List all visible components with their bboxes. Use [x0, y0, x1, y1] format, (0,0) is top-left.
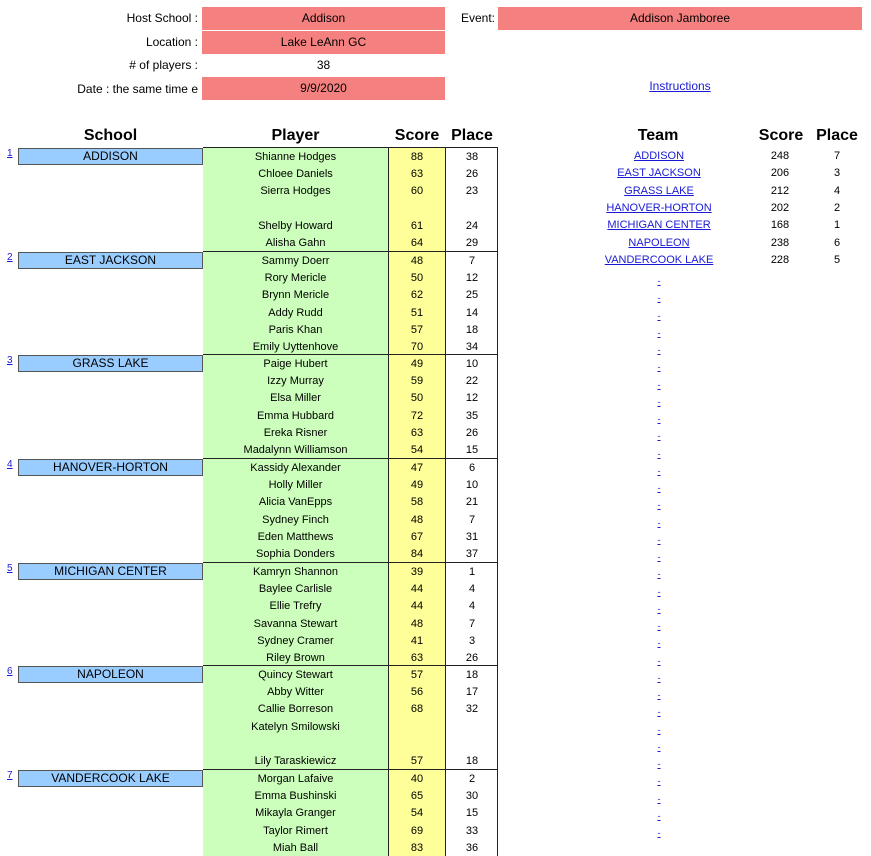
player-place-cell: 15: [465, 444, 479, 456]
empty-link-placeholder[interactable]: -: [657, 690, 661, 700]
player-score-cell[interactable]: 59: [410, 375, 424, 387]
player-place-cell: 15: [465, 807, 479, 819]
empty-link-placeholder[interactable]: -: [657, 828, 661, 838]
player-place-cell: 18: [465, 755, 479, 767]
empty-link-placeholder[interactable]: -: [657, 345, 661, 355]
empty-link-placeholder[interactable]: -: [657, 362, 661, 372]
school-name-cell[interactable]: EAST JACKSON: [18, 252, 203, 269]
player-score-cell[interactable]: [388, 720, 446, 734]
player-score-cell[interactable]: 44: [410, 600, 424, 612]
empty-link-placeholder[interactable]: -: [657, 759, 661, 769]
empty-link-placeholder[interactable]: -: [657, 811, 661, 821]
player-name-cell[interactable]: Baylee Carlisle: [258, 583, 333, 595]
player-place-cell: 36: [465, 842, 479, 854]
player-name-cell[interactable]: Abby Witter: [267, 686, 324, 698]
player-name-cell[interactable]: Sierra Hodges: [260, 185, 331, 197]
player-name-cell[interactable]: Holly Miller: [268, 479, 323, 491]
player-name-cell[interactable]: [203, 202, 388, 216]
player-name-cell[interactable]: Quincy Stewart: [258, 669, 333, 681]
school-block-separator: [203, 562, 498, 563]
player-name-cell[interactable]: Emma Bushinski: [254, 790, 337, 802]
empty-link-placeholder[interactable]: -: [657, 483, 661, 493]
player-place-cell: 29: [465, 237, 479, 249]
school-name-cell[interactable]: GRASS LAKE: [18, 355, 203, 372]
date-label: Date : the same time e: [77, 82, 198, 96]
empty-link-placeholder[interactable]: -: [657, 500, 661, 510]
empty-link-placeholder[interactable]: -: [657, 276, 661, 286]
player-name-cell[interactable]: Alisha Gahn: [265, 237, 326, 249]
player-name-cell[interactable]: Addy Rudd: [268, 307, 323, 319]
host-school-field[interactable]: Addison: [202, 7, 445, 30]
player-name-cell[interactable]: Emma Hubbard: [256, 410, 335, 422]
player-score-cell[interactable]: 50: [410, 272, 424, 284]
location-field[interactable]: Lake LeAnn GC: [202, 31, 445, 54]
team-name-link[interactable]: ADDISON: [633, 150, 685, 162]
player-score-cell[interactable]: [388, 202, 446, 216]
team-score-cell: 248: [770, 150, 790, 162]
team-name-link[interactable]: GRASS LAKE: [624, 185, 694, 197]
empty-link-placeholder[interactable]: -: [657, 673, 661, 683]
player-place-cell: [446, 202, 498, 216]
player-score-cell[interactable]: 65: [410, 790, 424, 802]
date-field[interactable]: 9/9/2020: [202, 77, 445, 100]
school-number-link[interactable]: 5: [7, 563, 13, 574]
empty-link-placeholder[interactable]: -: [657, 293, 661, 303]
player-place-cell: 33: [465, 825, 479, 837]
player-place-cell: 26: [465, 168, 479, 180]
player-score-cell[interactable]: 63: [410, 652, 424, 664]
event-field[interactable]: Addison Jamboree: [498, 7, 862, 30]
team-score-cell: 202: [770, 202, 790, 214]
player-score-cell[interactable]: 64: [410, 237, 424, 249]
player-place-cell: 7: [468, 618, 476, 630]
player-name-cell[interactable]: Kamryn Shannon: [253, 566, 338, 578]
player-place-cell: 21: [465, 496, 479, 508]
player-place-cell: 2: [468, 773, 476, 785]
player-score-cell[interactable]: 47: [410, 462, 424, 474]
player-score-cell[interactable]: 48: [410, 514, 424, 526]
player-score-cell[interactable]: 50: [410, 392, 424, 404]
player-score-cell[interactable]: 57: [410, 669, 424, 681]
school-column-header: School: [83, 127, 138, 144]
team-score-cell: 168: [770, 219, 790, 231]
team-name-link[interactable]: NAPOLEON: [628, 237, 690, 249]
player-place-cell: 10: [465, 358, 479, 370]
team-place-cell: 6: [833, 237, 841, 249]
player-name-cell[interactable]: Mikayla Granger: [255, 807, 336, 819]
player-place-cell: 25: [465, 289, 479, 301]
team-score-cell: 212: [770, 185, 790, 197]
player-name-cell[interactable]: Sophia Donders: [256, 548, 335, 560]
school-name-cell[interactable]: VANDERCOOK LAKE: [18, 770, 203, 787]
school-block-separator: [203, 354, 498, 355]
player-place-cell: 23: [465, 185, 479, 197]
player-name-cell[interactable]: Paris Khan: [268, 324, 323, 336]
school-block-separator: [203, 665, 498, 666]
empty-link-placeholder[interactable]: -: [657, 604, 661, 614]
empty-link-placeholder[interactable]: -: [657, 552, 661, 562]
player-name-cell[interactable]: Taylor Rimert: [263, 825, 328, 837]
player-score-cell[interactable]: 41: [410, 635, 424, 647]
empty-link-placeholder[interactable]: -: [657, 414, 661, 424]
empty-link-placeholder[interactable]: -: [657, 742, 661, 752]
player-name-cell[interactable]: Miah Ball: [272, 842, 319, 854]
empty-link-placeholder[interactable]: -: [657, 638, 661, 648]
empty-link-placeholder[interactable]: -: [657, 725, 661, 735]
player-column-header: Player: [271, 127, 320, 144]
player-score-cell[interactable]: 63: [410, 427, 424, 439]
player-place-cell: 17: [465, 686, 479, 698]
event-label: Event:: [460, 11, 495, 25]
player-place-cell: 32: [465, 703, 479, 715]
empty-link-placeholder[interactable]: -: [657, 707, 661, 717]
player-name-cell[interactable]: Alicia VanEpps: [258, 496, 333, 508]
school-number-link[interactable]: 2: [7, 252, 13, 263]
player-name-cell[interactable]: Ellie Trefry: [269, 600, 322, 612]
player-place-cell: 24: [465, 220, 479, 232]
player-name-cell[interactable]: Savanna Stewart: [253, 618, 338, 630]
player-place-cell: 3: [468, 635, 476, 647]
school-number-link[interactable]: 6: [7, 666, 13, 677]
player-place-cell: 30: [465, 790, 479, 802]
player-score-cell[interactable]: 51: [410, 307, 424, 319]
player-place-cell: 4: [468, 583, 476, 595]
player-name-cell[interactable]: Izzy Murray: [267, 375, 324, 387]
team-name-link[interactable]: VANDERCOOK LAKE: [604, 254, 714, 266]
score-column-header: Score: [394, 127, 440, 144]
player-place-cell: 10: [465, 479, 479, 491]
team-place-cell: 3: [833, 167, 841, 179]
player-name-cell[interactable]: Sydney Finch: [262, 514, 329, 526]
instructions-link[interactable]: Instructions: [649, 79, 711, 93]
player-score-cell[interactable]: 68: [410, 703, 424, 715]
team-name-link[interactable]: MICHIGAN CENTER: [607, 219, 711, 231]
player-name-cell[interactable]: Sydney Cramer: [257, 635, 334, 647]
empty-link-placeholder[interactable]: -: [657, 311, 661, 321]
empty-link-placeholder[interactable]: -: [657, 397, 661, 407]
player-score-cell[interactable]: 49: [410, 479, 424, 491]
team-name-link[interactable]: EAST JACKSON: [617, 167, 701, 179]
player-score-cell[interactable]: 40: [410, 773, 424, 785]
team-score-cell: 238: [770, 237, 790, 249]
player-score-cell[interactable]: 62: [410, 289, 424, 301]
empty-link-placeholder[interactable]: -: [657, 449, 661, 459]
player-score-cell[interactable]: 88: [410, 151, 424, 163]
player-place-cell: 7: [468, 514, 476, 526]
player-name-cell[interactable]: Rory Mericle: [264, 272, 327, 284]
school-name-cell[interactable]: NAPOLEON: [18, 666, 203, 683]
player-place-cell: 4: [468, 600, 476, 612]
player-score-cell[interactable]: 60: [410, 185, 424, 197]
player-name-cell[interactable]: Madalynn Williamson: [243, 444, 348, 456]
player-score-cell[interactable]: 61: [410, 220, 424, 232]
player-place-cell: 26: [465, 427, 479, 439]
team-score-cell: 228: [770, 254, 790, 266]
empty-link-placeholder[interactable]: -: [657, 518, 661, 528]
location-label: Location :: [145, 35, 198, 49]
player-score-cell[interactable]: 67: [410, 531, 424, 543]
player-score-cell[interactable]: 48: [410, 255, 424, 267]
empty-link-placeholder[interactable]: -: [657, 380, 661, 390]
player-score-cell[interactable]: 57: [410, 324, 424, 336]
player-score-cell[interactable]: 56: [410, 686, 424, 698]
team-name-link[interactable]: HANOVER-HORTON: [606, 202, 712, 214]
school-number-link[interactable]: 1: [7, 148, 13, 159]
school-name-cell[interactable]: HANOVER-HORTON: [18, 459, 203, 476]
player-score-cell[interactable]: [388, 737, 446, 751]
player-place-cell: 12: [465, 272, 479, 284]
host-school-label: Host School :: [126, 11, 198, 25]
player-name-cell[interactable]: Paige Hubert: [263, 358, 328, 370]
player-score-cell[interactable]: 63: [410, 168, 424, 180]
player-score-cell[interactable]: 83: [410, 842, 424, 854]
player-score-cell[interactable]: 69: [410, 825, 424, 837]
school-block-separator: [203, 251, 498, 252]
player-place-cell: 34: [465, 341, 479, 353]
player-name-cell[interactable]: Eden Matthews: [257, 531, 334, 543]
empty-link-placeholder[interactable]: -: [657, 466, 661, 476]
player-name-cell[interactable]: Lily Taraskiewicz: [254, 755, 337, 767]
school-name-cell[interactable]: MICHIGAN CENTER: [18, 563, 203, 580]
empty-link-placeholder[interactable]: -: [657, 431, 661, 441]
player-place-cell: 1: [468, 566, 476, 578]
player-score-cell[interactable]: 49: [410, 358, 424, 370]
player-score-cell[interactable]: 54: [410, 444, 424, 456]
player-place-cell: [446, 720, 498, 734]
empty-link-placeholder[interactable]: -: [657, 569, 661, 579]
player-name-cell[interactable]: Sammy Doerr: [261, 255, 330, 267]
player-name-cell[interactable]: Brynn Mericle: [261, 289, 330, 301]
player-place-cell: 18: [465, 669, 479, 681]
empty-link-placeholder[interactable]: -: [657, 794, 661, 804]
player-place-cell: 37: [465, 548, 479, 560]
player-name-cell[interactable]: Shianne Hodges: [254, 151, 337, 163]
school-number-link[interactable]: 7: [7, 770, 13, 781]
player-place-cell: 14: [465, 307, 479, 319]
players-count-label: # of players :: [129, 58, 198, 72]
player-score-cell[interactable]: 57: [410, 755, 424, 767]
team-place-cell: 2: [833, 202, 841, 214]
player-score-cell[interactable]: 58: [410, 496, 424, 508]
school-block-separator: [203, 458, 498, 459]
team-score-column-header: Score: [758, 127, 804, 144]
school-name-cell[interactable]: ADDISON: [18, 148, 203, 165]
player-score-cell[interactable]: 54: [410, 807, 424, 819]
player-name-cell[interactable]: Emily Uyttenhove: [252, 341, 339, 353]
player-score-cell[interactable]: 48: [410, 618, 424, 630]
school-block-separator: [203, 769, 498, 770]
school-number-link[interactable]: 3: [7, 355, 13, 366]
player-place-cell: 38: [465, 151, 479, 163]
player-score-cell[interactable]: 84: [410, 548, 424, 560]
team-place-cell: 7: [833, 150, 841, 162]
player-name-cell[interactable]: Chloee Daniels: [258, 168, 333, 180]
player-place-cell: 22: [465, 375, 479, 387]
player-score-cell[interactable]: 39: [410, 566, 424, 578]
empty-link-placeholder[interactable]: -: [657, 776, 661, 786]
player-place-cell: [446, 737, 498, 751]
team-place-cell: 4: [833, 185, 841, 197]
player-name-cell[interactable]: Kassidy Alexander: [250, 462, 341, 474]
empty-link-placeholder[interactable]: -: [657, 587, 661, 597]
player-name-cell[interactable]: Ereka Risner: [263, 427, 328, 439]
empty-link-placeholder[interactable]: -: [657, 535, 661, 545]
player-place-cell: 35: [465, 410, 479, 422]
team-place-cell: 1: [833, 219, 841, 231]
player-name-cell[interactable]: Riley Brown: [266, 652, 325, 664]
player-score-cell[interactable]: 44: [410, 583, 424, 595]
team-place-column-header: Place: [816, 127, 858, 144]
player-name-cell[interactable]: Shelby Howard: [258, 220, 333, 232]
empty-link-placeholder[interactable]: -: [657, 656, 661, 666]
player-place-cell: 31: [465, 531, 479, 543]
school-number-link[interactable]: 4: [7, 459, 13, 470]
team-place-cell: 5: [833, 254, 841, 266]
player-name-cell[interactable]: Callie Borreson: [257, 703, 334, 715]
player-score-cell[interactable]: 70: [410, 341, 424, 353]
team-column-header: Team: [637, 127, 679, 144]
player-name-cell[interactable]: Elsa Miller: [270, 392, 321, 404]
place-column-header: Place: [451, 127, 493, 144]
player-place-cell: 12: [465, 392, 479, 404]
players-count-value: 38: [316, 58, 331, 72]
player-score-cell[interactable]: 72: [410, 410, 424, 422]
player-place-cell: 18: [465, 324, 479, 336]
player-place-cell: 26: [465, 652, 479, 664]
player-place-cell: 6: [468, 462, 476, 474]
player-name-cell[interactable]: Katelyn Smilowski: [251, 721, 340, 733]
player-place-cell: 7: [468, 255, 476, 267]
empty-link-placeholder[interactable]: -: [657, 621, 661, 631]
player-name-cell[interactable]: Morgan Lafaive: [257, 773, 334, 785]
team-score-cell: 206: [770, 167, 790, 179]
school-block-separator: [203, 147, 498, 148]
player-name-cell[interactable]: [203, 737, 388, 751]
empty-link-placeholder[interactable]: -: [657, 328, 661, 338]
